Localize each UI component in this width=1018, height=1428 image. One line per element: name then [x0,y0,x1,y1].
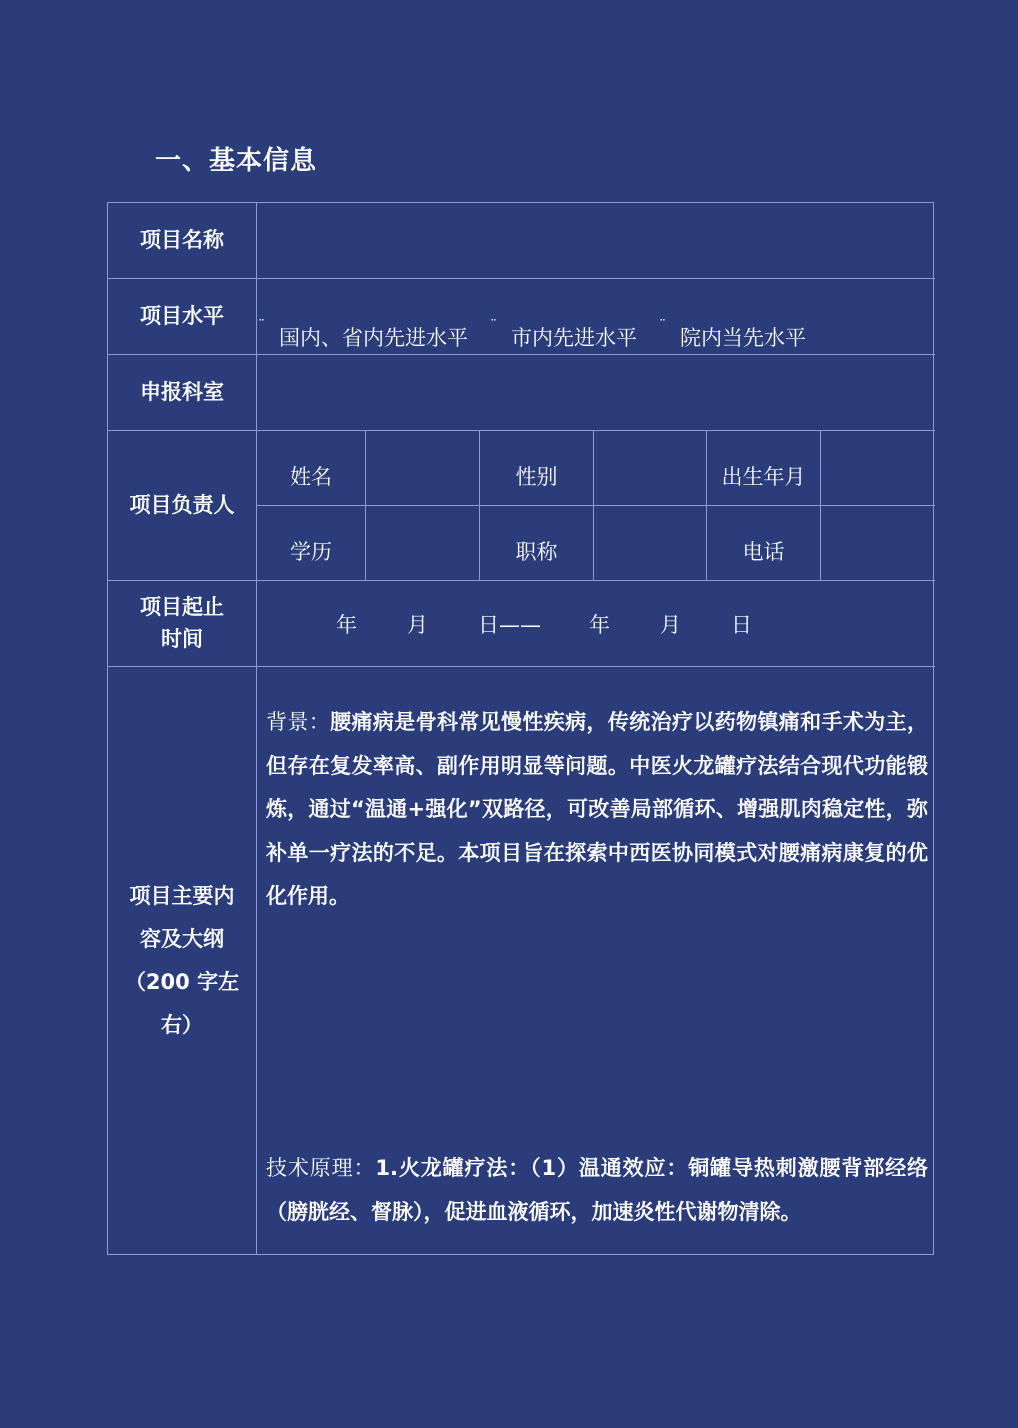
level-option-city[interactable] [490,318,637,352]
project-level-label: 项目水平 [140,303,224,328]
leader-label: 项目负责人 [129,492,235,517]
checkbox-icon[interactable]: ¨ [659,318,666,334]
checkbox-icon[interactable]: ¨ [258,318,265,334]
department-field[interactable] [257,355,935,430]
end-year-unit: 年 [589,613,610,637]
education-label: 学历 [290,540,332,564]
principle-lead: 技术原理： [266,1156,376,1180]
birth-month-field[interactable] [821,431,935,505]
section-title: 一、基本信息 [155,146,318,176]
start-day-unit: 日—— [478,613,541,637]
project-name-field[interactable] [257,203,935,278]
name-field[interactable] [366,431,479,505]
period-field[interactable] [258,581,935,667]
principle-text: 1.火龙罐疗法：（1）温通效应：铜罐导热刺激腰背部经络（膀胱经、督脉），促进血液循环，加速炎性代谢物清除。 [266,1156,929,1224]
phone-label: 电话 [742,540,785,564]
content-label [108,667,256,1254]
period-label-line: 项目起止 [140,595,224,619]
start-year-unit: 年 [336,613,357,637]
background-paragraph[interactable] [266,701,928,919]
option-label: 市内先进水平 [511,326,637,350]
principle-paragraph[interactable] [266,1147,928,1234]
gender-field[interactable] [594,431,706,505]
education-field[interactable] [366,506,479,580]
phone-field[interactable] [821,506,935,580]
period-label [108,581,256,666]
project-name-label: 项目名称 [140,227,224,252]
level-option-national[interactable] [258,318,468,352]
basic-info-form [107,202,934,1255]
content-label-line: 项目主要内 [129,883,235,908]
name-label: 姓名 [290,465,332,489]
content-label-line: 右） [161,1012,203,1037]
title-label: 职称 [515,540,558,564]
project-level-options [258,317,828,357]
end-month-unit: 月 [660,613,681,637]
background-lead: 背景： [266,710,331,734]
content-label-line: （200 字左 [124,969,240,994]
end-day-unit: 日 [731,613,752,637]
start-month-unit: 月 [407,613,428,637]
background-text: 腰痛病是骨科常见慢性疾病，传统治疗以药物镇痛和手术为主，但存在复发率高、副作用明显等问题。中医火龙罐疗法结合现代功能锻炼，通过“温通+强化”双路径，可改善局部循环、增强肌肉稳定性，弥补单一疗法的不足。本项目旨在探索中西医协同模式对腰痛病康复的优化作用。 [266,710,929,908]
content-label-line: 容及大纲 [140,926,224,951]
title-field[interactable] [594,506,706,580]
birth-month-label: 出生年月 [721,465,806,489]
department-label: 申报科室 [140,379,224,404]
period-label-line: 时间 [161,626,203,651]
level-option-hospital[interactable] [659,318,806,352]
gender-label: 性别 [515,465,558,489]
checkbox-icon[interactable]: ¨ [490,318,497,334]
option-label: 国内、省内先进水平 [279,326,468,350]
option-label: 院内当先水平 [680,326,806,350]
